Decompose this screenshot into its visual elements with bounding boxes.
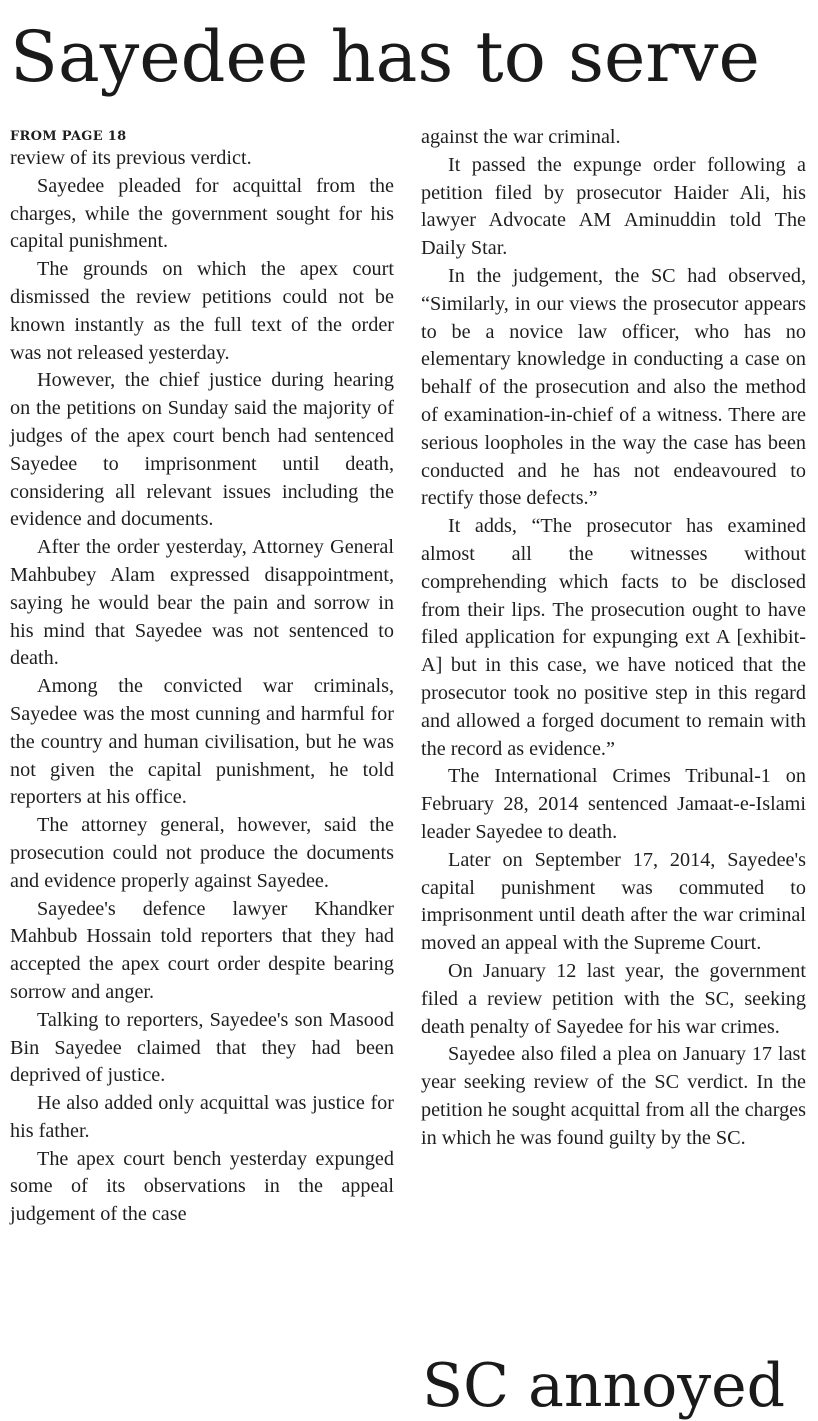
paragraph: Among the convicted war criminals, Sayedee was the most cunning and harmful for the country and human civilisation, but he was not given the capital punishment, he told reporters at his office. xyxy=(10,675,394,809)
next-article-headline: SC annoyed xyxy=(422,1351,786,1421)
continued-from-label: FROM PAGE 18 xyxy=(10,129,127,144)
paragraph: Talking to reporters, Sayedee's son Masood Bin Sayedee claimed that they had been deprived of justice. xyxy=(10,1008,394,1087)
article-column-left xyxy=(10,124,394,1229)
paragraph: He also added only acquittal was justice for his father. xyxy=(10,1092,394,1142)
paragraph: However, the chief justice during hearing on the petitions on Sunday said the majority of judges of the apex court bench had sentenced Sayedee to imprisonment until death, considering all relevant issues including the evidence and documents. xyxy=(10,369,394,531)
paragraph: The International Crimes Tribunal-1 on February 28, 2014 sentenced Jamaat-e-Islami leader Sayedee to death. xyxy=(421,765,806,843)
paragraph: It adds, “The prosecutor has examined almost all the witnesses without comprehending which facts to be disclosed from their lips. The prosecution ought to have filed application for expunging ext A [exhibit-A] but in this case, we have noticed that the prosecutor took no positive step in this regard and allowed a forged document to remain with the record as evidence.” xyxy=(421,515,806,760)
paragraph: On January 12 last year, the government filed a review petition with the SC, seeking death penalty of Sayedee for his war crimes. xyxy=(421,959,806,1038)
paragraph: After the order yesterday, Attorney General Mahbubey Alam expressed disappointment, saying he would bear the pain and sorrow in his mind that Sayedee was not sentenced to death. xyxy=(10,536,394,670)
paragraph: Sayedee's defence lawyer Khandker Mahbub Hossain told reporters that they had accepted the apex court order despite bearing sorrow and anger. xyxy=(10,897,394,1003)
paragraph: review of its previous verdict. xyxy=(10,147,252,169)
paragraph: Sayedee also filed a plea on January 17 last year seeking review of the SC verdict. In the petition he sought acquittal from all the charges in which he was found guilty by the SC. xyxy=(421,1043,806,1149)
paragraph: Later on September 17, 2014, Sayedee's capital punishment was commuted to imprisonment until death after the war criminal moved an appeal with the Supreme Court. xyxy=(421,848,806,955)
paragraph: The attorney general, however, said the prosecution could not produce the documents and evidence properly against Sayedee. xyxy=(10,814,394,892)
headline: Sayedee has to serve xyxy=(10,16,760,98)
paragraph: against the war criminal. xyxy=(421,126,621,148)
paragraph: In the judgement, the SC had observed, “Similarly, in our views the prosecutor appears to be a novice law officer, who has no elementary knowledge in conducting a case on behalf of the prosecution and also the method of examination-in-chief of a witness. There are serious loopholes in the way the case has been conducted and he has not endeavoured to rectify those defects.” xyxy=(421,264,806,510)
article-column-right xyxy=(421,124,806,1152)
paragraph: The grounds on which the apex court dismissed the review petitions could not be known instantly as the full text of the order was not released yesterday. xyxy=(10,258,394,364)
paragraph: Sayedee pleaded for acquittal from the charges, while the government sought for his capital punishment. xyxy=(10,174,394,253)
paragraph: It passed the expunge order following a petition filed by prosecutor Haider Ali, his lawyer Advocate AM Aminuddin told The Daily Star. xyxy=(421,153,806,260)
paragraph: The apex court bench yesterday expunged some of its observations in the appeal judgement of the case xyxy=(10,1147,394,1226)
